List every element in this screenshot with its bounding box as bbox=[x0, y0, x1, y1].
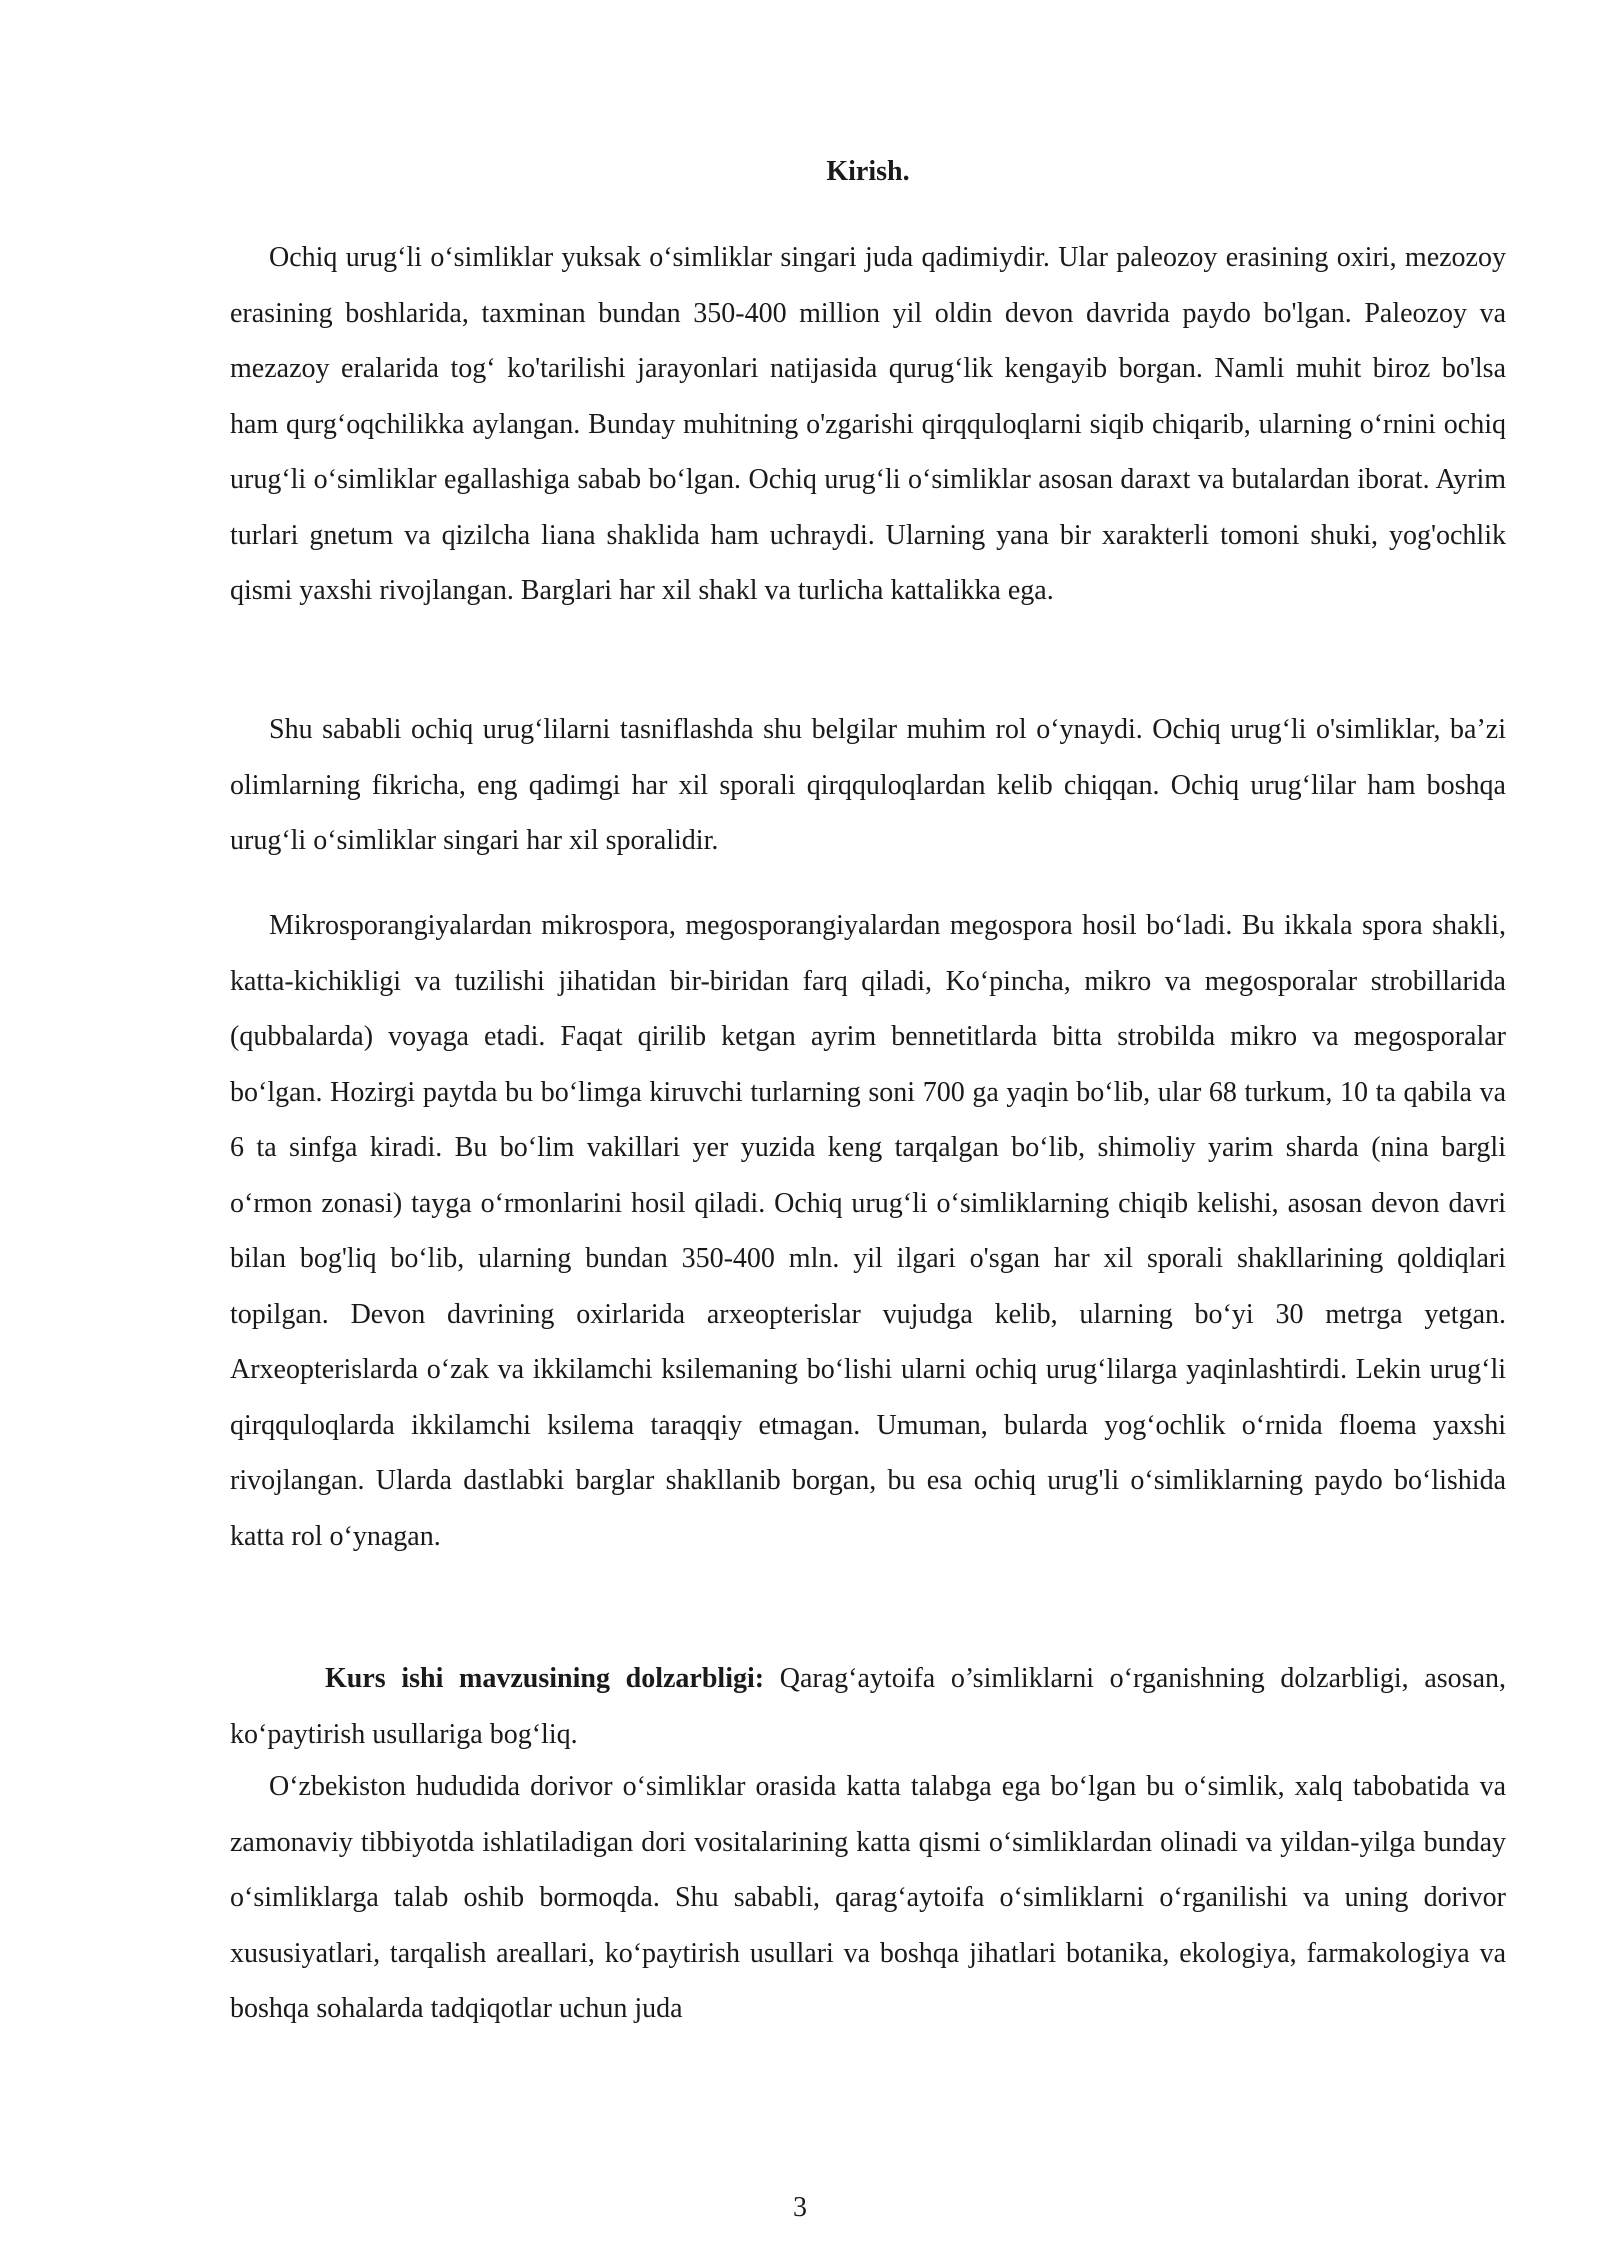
relevance-text: Qarag‘aytoifa o’simliklarni o‘rganishning dolzarbligi, asosan, ko‘paytirish usullariga bog‘liq. bbox=[230, 1663, 1506, 1750]
page-number: 3 bbox=[793, 2192, 807, 2223]
paragraph-classification: Shu sababli ochiq urug‘lilarni tasniflashda shu belgilar muhim rol o‘ynaydi. Ochiq urug‘li o'simliklar, ba’zi olimlarning fikricha, eng qadimgi har xil sporali qirqquloqlardan kelib chiqqan. Ochiq urug‘lilar ham boshqa urug‘li o‘simliklar singari har xil sporalidir. bbox=[230, 714, 1506, 856]
page-title: Kirish. bbox=[826, 156, 910, 187]
paragraph-relevance bbox=[230, 1651, 1506, 1762]
relevance-heading: Kurs ishi mavzusining dolzarbligi: bbox=[325, 1663, 765, 1694]
paragraph-intro: Ochiq urug‘li o‘simliklar yuksak o‘simliklar singari juda qadimiydir. Ular paleozoy erasining oxiri, mezozoy erasining boshlarida, taxminan bundan 350-400 million yil oldin devon davrida paydo bo'lgan. Paleozoy va mezazoy eralarida tog‘ ko'tarilishi jarayonlari natijasida qurug‘lik kengayib borgan. Namli muhit biroz bo'lsa ham qurg‘oqchilikka aylangan. Bunday muhitning o'zgarishi qirqquloqlarni siqib chiqarib, ularning o‘rnini ochiq urug‘li o‘simliklar egallashiga sabab bo‘lgan. Ochiq urug‘li o‘simliklar asosan daraxt va butalardan iborat. Ayrim turlari gnetum va qizilcha liana shaklida ham uchraydi. Ularning yana bir xarakterli tomoni shuki, yog'ochlik qismi yaxshi rivojlangan. Barglari har xil shakl va turlicha kattalikka ega. bbox=[230, 242, 1506, 606]
paragraph-uzbekistan: O‘zbekiston hududida dorivor o‘simliklar orasida katta talabga ega bo‘lgan bu o‘simlik, xalq tabobatida va zamonaviy tibbiyotda ishlatiladigan dori vositalarining katta qismi o‘simliklardan olinadi va yildan-yilga bunday o‘simliklarga talab oshib bormoqda. Shu sababli, qarag‘aytoifa o‘simliklarni o‘rganilishi va uning dorivor xususiyatlari, tarqalish areallari, ko‘paytirish usullari va boshqa jihatlari botanika, ekologiya, farmakologiya va boshqa sohalarda tadqiqotlar uchun juda bbox=[230, 1771, 1506, 2024]
paragraph-spores: Mikrosporangiyalardan mikrospora, megosporangiyalardan megospora hosil bo‘ladi. Bu ikkala spora shakli, katta-kichikligi va tuzilishi jihatidan bir-biridan farq qiladi, Ko‘pincha, mikro va megosporalar strobillarida (qubbalarda) voyaga etadi. Faqat qirilib ketgan ayrim bennetitlarda bitta strobilda mikro va megosporalar bo‘lgan. Hozirgi paytda bu bo‘limga kiruvchi turlarning soni 700 ga yaqin bo‘lib, ular 68 turkum, 10 ta qabila va 6 ta sinfga kiradi. Bu bo‘lim vakillari yer yuzida keng tarqalgan bo‘lib, shimoliy yarim sharda (nina bargli o‘rmon zonasi) tayga o‘rmonlarini hosil qiladi. Ochiq urug‘li o‘simliklarning chiqib kelishi, asosan devon davri bilan bog'liq bo‘lib, ularning bundan 350-400 mln. yil ilgari o'sgan har xil sporali shakllarining qoldiqlari topilgan. Devon davrining oxirlarida arxeopterislar vujudga kelib, ularning bo‘yi 30 metrga yetgan. Arxeopterislarda o‘zak va ikkilamchi ksilemaning bo‘lishi ularni ochiq urug‘lilarga yaqinlashtirdi. Lekin urug‘li qirqquloqlarda ikkilamchi ksilema taraqqiy etmagan. Umuman, bularda yog‘ochlik o‘rnida floema yaxshi rivojlangan. Ularda dastlabki barglar shakllanib borgan, bu esa ochiq urug'li o‘simliklarning paydo bo‘lishida katta rol o‘ynagan. bbox=[230, 910, 1506, 1552]
